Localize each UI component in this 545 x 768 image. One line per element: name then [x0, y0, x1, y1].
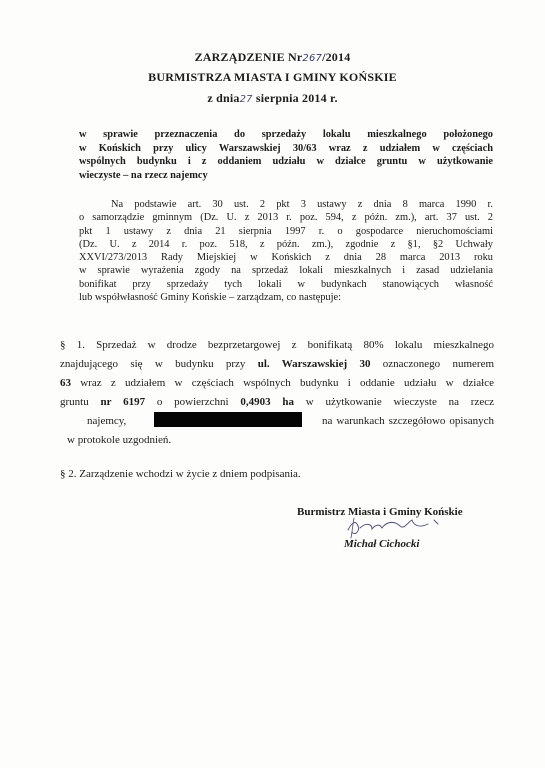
preamble-line: (Dz. U. z 2014 r. poz. 518, z późn. zm.), zgodnie z §1, §2 Uchwały: [79, 238, 493, 250]
signatory-title: Burmistrz Miasta i Gminy Końskie: [297, 506, 463, 518]
section-2-line: § 2. Zarządzenie wchodzi w życie z dniem podpisania.: [60, 468, 301, 480]
subject-line: wspólnych budynku i z oddaniem udziału w działce gruntu w użytkowanie: [79, 156, 493, 167]
document-title: ZARZĄDZENIE Nr267/2014: [194, 50, 351, 64]
subject-line: w Końskich przy ulicy Warszawskiej 30/63 wraz z udziałem w częściach: [79, 142, 493, 154]
legal-basis-paragraph: [79, 198, 493, 304]
section-2-paragraph: [60, 465, 494, 484]
preamble-line: Na podstawie art. 30 ust. 2 pkt 3 ustawy z dnia 8 marca 1990 r.: [111, 199, 493, 210]
preamble-line: o samorządzie gminnym (Dz. U. z 2013 r. poz. 594, z późn. zm.), art. 37 ust. 2: [79, 212, 493, 224]
section-1-paragraph: [60, 336, 494, 450]
section-1-line: w protokole uzgodnień.: [67, 434, 172, 446]
issuing-authority: BURMISTRZA MIASTA I GMINY KOŃSKIE: [148, 70, 397, 84]
section-1-line: najemcy, na warunkach szczegółowo opisanych: [60, 412, 494, 431]
document-date: z dnia27 sierpnia 2014 r.: [207, 91, 338, 105]
preamble-line: bonifikat przy sprzedaży tych lokali w budynkach stanowiących własność: [79, 278, 493, 290]
preamble-line: w sprawie wyrażenia zgody na sprzedaż lokali mieszkalnych i zasad udzielania: [79, 265, 493, 277]
subject-line: wieczyste – na rzecz najemcy: [79, 169, 208, 181]
subject-block: [79, 128, 493, 182]
section-1-line: gruntu nr 6197 o powierzchni 0,4903 ha w użytkowanie wieczyste na rzecz: [60, 396, 494, 408]
section-1-line: § 1. Sprzedaż w drodze bezprzetargowej z bonifikatą 80% lokalu mieszkalnego: [60, 339, 494, 351]
handwritten-day: 27: [239, 94, 253, 105]
preamble-line: pkt 1 ustawy z dnia 21 sierpnia 1997 r. o gospodarce nieruchomościami: [79, 225, 493, 237]
preamble-line: lub współwłasność Gminy Końskie – zarządzam, co następuje:: [79, 292, 342, 304]
section-1-line: znajdującego się w budynku przy ul. Warszawskiej 30 oznaczonego numerem: [60, 358, 495, 370]
redaction-box: [154, 412, 302, 427]
preamble-line: XXVI/273/2013 Rady Miejskiej w Końskich z dnia 28 marca 2013 roku: [79, 252, 493, 264]
handwritten-number: 267: [302, 53, 323, 64]
section-1-line: 63 wraz z udziałem w częściach wspólnych budynku i oddanie udziału w działce: [60, 377, 494, 389]
signatory-name: Michał Cichocki: [344, 538, 420, 550]
subject-line: w sprawie przeznaczenia do sprzedaży lokalu mieszkalnego położonego: [79, 129, 493, 140]
